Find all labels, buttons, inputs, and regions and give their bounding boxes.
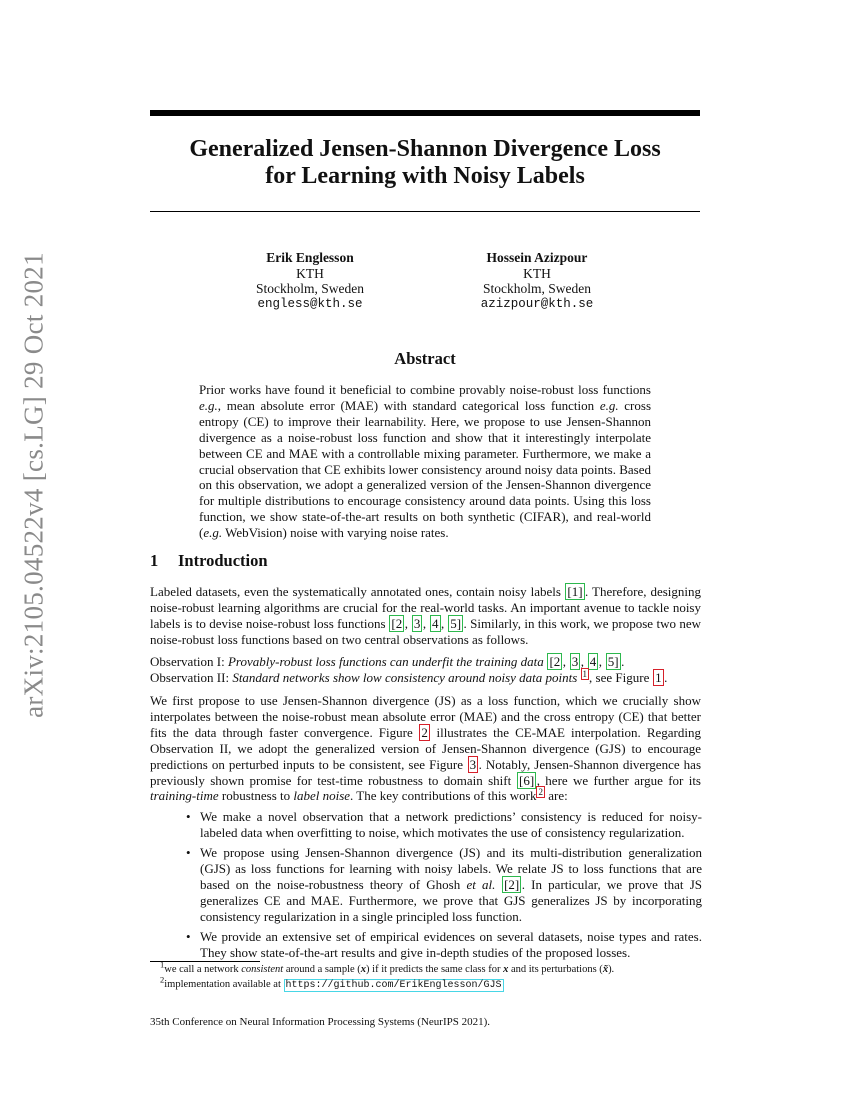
body-text: , xyxy=(598,654,606,669)
title-bottom-rule xyxy=(150,211,700,212)
citation-link[interactable]: 4 xyxy=(589,654,597,669)
list-item-text: We make a novel observation that a network predictions’ consistency is reduced for noisy-labeled data when overfitting to noise, which motivates the use of consistency regularization. xyxy=(200,809,702,840)
author-email[interactable]: azizpour@kth.se xyxy=(480,296,594,311)
abstract-text: , mean absolute error (MAE) with standard categorical loss function xyxy=(217,397,600,413)
math-symbol: x xyxy=(503,964,509,975)
body-text: . Notably, Jensen-Shannon divergence has previously shown promise for test-time robustness to domain shift xyxy=(150,756,702,788)
footnote-text: ) if it predicts the same class for xyxy=(366,964,504,975)
footnote-text-italic: consistent xyxy=(241,964,284,975)
footnote-text: and its perturbations ( xyxy=(508,964,603,975)
author-block xyxy=(150,250,700,320)
observation-2 xyxy=(150,670,701,686)
abstract-text: cross entropy (CE) to improve their learnability. Here, we propose to use Jensen-Shannon divergence as a noise-robust loss function and show that it interestingly interpolate between CE and MAE with a controllable mixing parameter. Furthermore, we make a crucial observation that CE exhibits lower consistency around noisy data points. Based on this observation, we adopt a generalized version of the Jensen-Shannon divergence for multiple distributions to encourage consistency around data points. Using this loss function, we show state-of-the-art results on both synthetic (CIFAR), and real-world ( xyxy=(199,397,652,541)
citation-link[interactable]: [2] xyxy=(504,877,520,893)
math-symbol: x̃ xyxy=(602,964,609,975)
citation-link[interactable]: 3 xyxy=(571,654,579,669)
footnotes xyxy=(160,959,700,993)
abstract-body xyxy=(199,382,651,541)
observation-label: Observation I: xyxy=(150,654,228,669)
author-1 xyxy=(210,250,410,312)
body-text: , xyxy=(422,615,430,631)
abstract-text: Prior works have found it beneficial to combine provably noise-robust loss functions xyxy=(199,382,651,397)
body-text: . Therefore, designing noise-robust learning algorithms are crucial for the real-world tasks. An important avenue to tackle noisy labels is to devise noise-robust loss functions xyxy=(150,584,701,631)
body-text-italic: training-time xyxy=(150,788,219,804)
footnote-2 xyxy=(160,974,700,994)
citation-link[interactable]: 3 xyxy=(413,615,421,631)
author-2 xyxy=(437,250,637,312)
abstract-text-italic: e.g. xyxy=(599,397,619,413)
list-item-text: We propose using Jensen-Shannon divergence (JS) and its multi-distribution generalization (GJS) as loss functions for learning with noisy labels. We relate JS to loss functions that are based on the noise-robustness theory of Ghosh xyxy=(200,845,702,893)
list-item xyxy=(170,845,702,925)
body-text: , see Figure xyxy=(589,669,653,685)
citation-link[interactable]: 5] xyxy=(450,615,462,631)
citation-link[interactable]: 5] xyxy=(607,654,619,669)
body-text-italic: label noise xyxy=(293,788,351,804)
body-text: , here we further argue for its xyxy=(536,772,701,788)
section-heading-introduction xyxy=(150,551,268,571)
footnote-1 xyxy=(160,959,700,978)
contributions-list xyxy=(170,809,702,966)
footnote-number: 1 xyxy=(160,959,165,970)
author-location: Stockholm, Sweden xyxy=(256,281,364,297)
math-symbol: x xyxy=(360,964,367,975)
author-affiliation: KTH xyxy=(523,265,551,281)
abstract-text-italic: e.g. xyxy=(199,397,218,413)
citation-link[interactable]: [2 xyxy=(391,615,403,631)
body-text: robustness to xyxy=(218,788,294,804)
footnote-link[interactable]: 1 xyxy=(582,668,588,679)
body-text: , xyxy=(441,615,448,631)
abstract-text: WebVision) noise with varying noise rates. xyxy=(222,525,449,541)
body-text: . The key contributions of this work xyxy=(350,788,537,804)
citation-link[interactable]: [6] xyxy=(519,772,535,788)
body-text: Labeled datasets, even the systematically annotated ones, contain noisy labels xyxy=(150,584,565,599)
list-item xyxy=(170,809,702,841)
body-text: . xyxy=(621,654,625,669)
figure-link[interactable]: 2 xyxy=(421,724,428,740)
footnote-text: implementation available at xyxy=(164,978,284,990)
title-top-rule xyxy=(150,110,700,116)
intro-paragraph-1 xyxy=(150,584,701,648)
list-item-text-italic: et al. xyxy=(466,877,496,893)
citation-link[interactable]: 4 xyxy=(432,615,439,631)
footnote-text: we call a network xyxy=(164,964,242,975)
figure-link[interactable]: 3 xyxy=(469,756,477,772)
list-item-text: We provide an extensive set of empirical evidences on several datasets, noise types and rates. They show state-of-the-art results and give in-depth studies of the proposed losses. xyxy=(200,929,702,961)
observation-text: Standard networks show low consistency around noisy data points xyxy=(232,669,578,685)
author-name: Hossein Azizpour xyxy=(486,250,588,265)
observation-text: Provably-robust loss functions can underfit the training data xyxy=(227,654,544,669)
footnote-number: 2 xyxy=(160,974,165,984)
arxiv-stamp[interactable] xyxy=(14,252,54,718)
arxiv-stamp-text: arXiv:2105.04522v4 [cs.LG] 29 Oct 2021 xyxy=(18,252,49,718)
footnote-text: around a sample ( xyxy=(283,964,361,975)
observation-1 xyxy=(150,654,701,670)
citation-link[interactable]: [1] xyxy=(567,584,583,599)
list-item-text xyxy=(495,877,501,892)
github-link[interactable]: https://github.com/ErikEnglesson/GJS xyxy=(285,979,502,991)
observation-label: Observation II: xyxy=(150,669,233,685)
author-affiliation: KTH xyxy=(296,265,324,281)
abstract-heading: Abstract xyxy=(394,349,456,368)
paper-title xyxy=(150,136,700,190)
author-location: Stockholm, Sweden xyxy=(483,281,591,297)
footnote-rule xyxy=(150,961,260,962)
footnote-text: ). xyxy=(608,964,615,975)
title-line-2: for Learning with Noisy Labels xyxy=(265,163,585,189)
author-email[interactable]: engless@kth.se xyxy=(257,296,363,311)
list-item xyxy=(170,929,702,961)
observations xyxy=(150,654,701,686)
figure-link[interactable]: 1 xyxy=(655,669,662,685)
list-item-text: . In particular, we prove that JS generalizes CE and MAE. Furthermore, we prove that GJS generalizes JS by incorporating consistency regularization in a single principled loss function. xyxy=(200,877,702,924)
title-line-1: Generalized Jensen-Shannon Divergence Loss xyxy=(189,136,661,162)
body-text: . Similarly, in this work, we propose two new noise-robust loss functions based on two central observations as follows. xyxy=(150,615,702,647)
body-text: . xyxy=(664,669,668,685)
section-title: Introduction xyxy=(178,551,268,570)
intro-paragraph-2 xyxy=(150,693,701,804)
body-text: , xyxy=(580,654,588,669)
body-text: illustrates the CE-MAE interpolation. Regarding Observation II, we adopt the generalized version of Jensen-Shannon divergence (GJS) to encourage predictions on perturbed inputs to be consistent, see Figure xyxy=(150,724,701,772)
body-text: , xyxy=(562,654,570,669)
section-number: 1 xyxy=(150,551,159,570)
body-text: , xyxy=(404,615,412,631)
abstract-text-italic: e.g. xyxy=(203,525,223,541)
body-text: We first propose to use Jensen-Shannon divergence (JS) as a loss function, which we crucially show interpolates between the noise-robust mean absolute error (MAE) and the cross entropy (CE) that better fits the data through faster convergence. Figure xyxy=(150,693,701,740)
body-text: are: xyxy=(544,788,568,804)
author-name: Erik Englesson xyxy=(266,250,354,265)
venue-footer: 35th Conference on Neural Information Processing Systems (NeurIPS 2021). xyxy=(150,1016,491,1028)
footnote-link[interactable]: 2 xyxy=(538,787,543,798)
citation-link[interactable]: [2 xyxy=(549,654,561,669)
